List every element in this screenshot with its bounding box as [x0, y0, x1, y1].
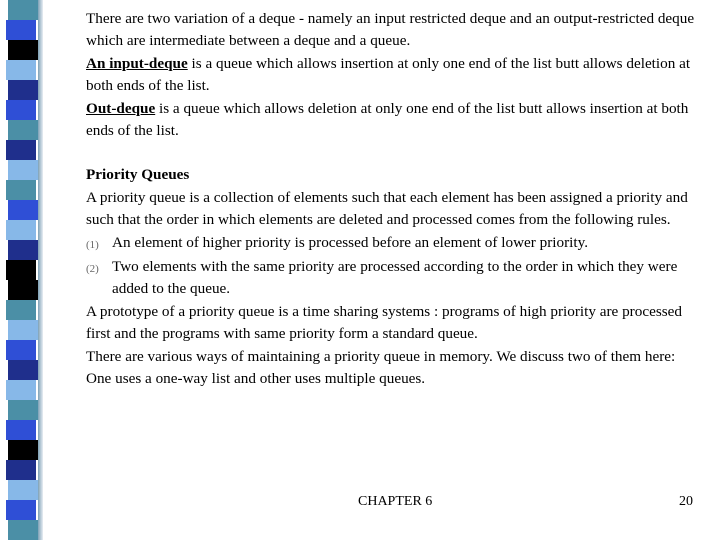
priority-definition: A priority queue is a collection of elements such that each element has been assigned a priority and such that the order in which elements are deleted and processed comes from the following rules.: [86, 188, 688, 229]
output-deque-paragraph: [86, 98, 706, 143]
rule-number: (1): [86, 238, 99, 251]
input-deque-term: An input-deque: [86, 54, 188, 72]
output-deque-description: is a queue which allows deletion at only one end of the list butt allows insertion at both ends of the list.: [86, 99, 689, 140]
intro-paragraph: There are two variation of a deque - namely an input restricted deque and an output-restricted deque which are intermediate between a deque and a queue.: [86, 10, 695, 50]
decorative-side-strip: [0, 0, 64, 540]
rule-item: [86, 232, 706, 256]
input-deque-description: is a queue which allows insertion at only one end of the list butt allows deletion at both ends of the list.: [86, 54, 691, 95]
one-uses-paragraph: One uses a one-way list and other uses multiple queues.: [86, 370, 426, 388]
output-deque-term: Out-deque: [86, 99, 156, 117]
priority-queues-heading: Priority Queues: [86, 166, 190, 184]
footer-page-number: 20: [679, 494, 693, 509]
ways-paragraph: There are various ways of maintaining a priority queue in memory. We discuss two of them here:: [86, 347, 676, 365]
footer-chapter: CHAPTER 6: [358, 494, 433, 509]
slide-body: [86, 8, 706, 391]
rule-item: [86, 256, 706, 301]
input-deque-paragraph: [86, 53, 706, 98]
rule-text: An element of higher priority is processed before an element of lower priority.: [112, 233, 588, 251]
rule-text: Two elements with the same priority are processed according to the order in which they were added to the queue.: [112, 258, 678, 298]
rule-number: (2): [86, 263, 99, 276]
prototype-paragraph: A prototype of a priority queue is a time sharing systems : programs of high priority are processed first and the programs with same priority form a standard queue.: [86, 302, 682, 343]
